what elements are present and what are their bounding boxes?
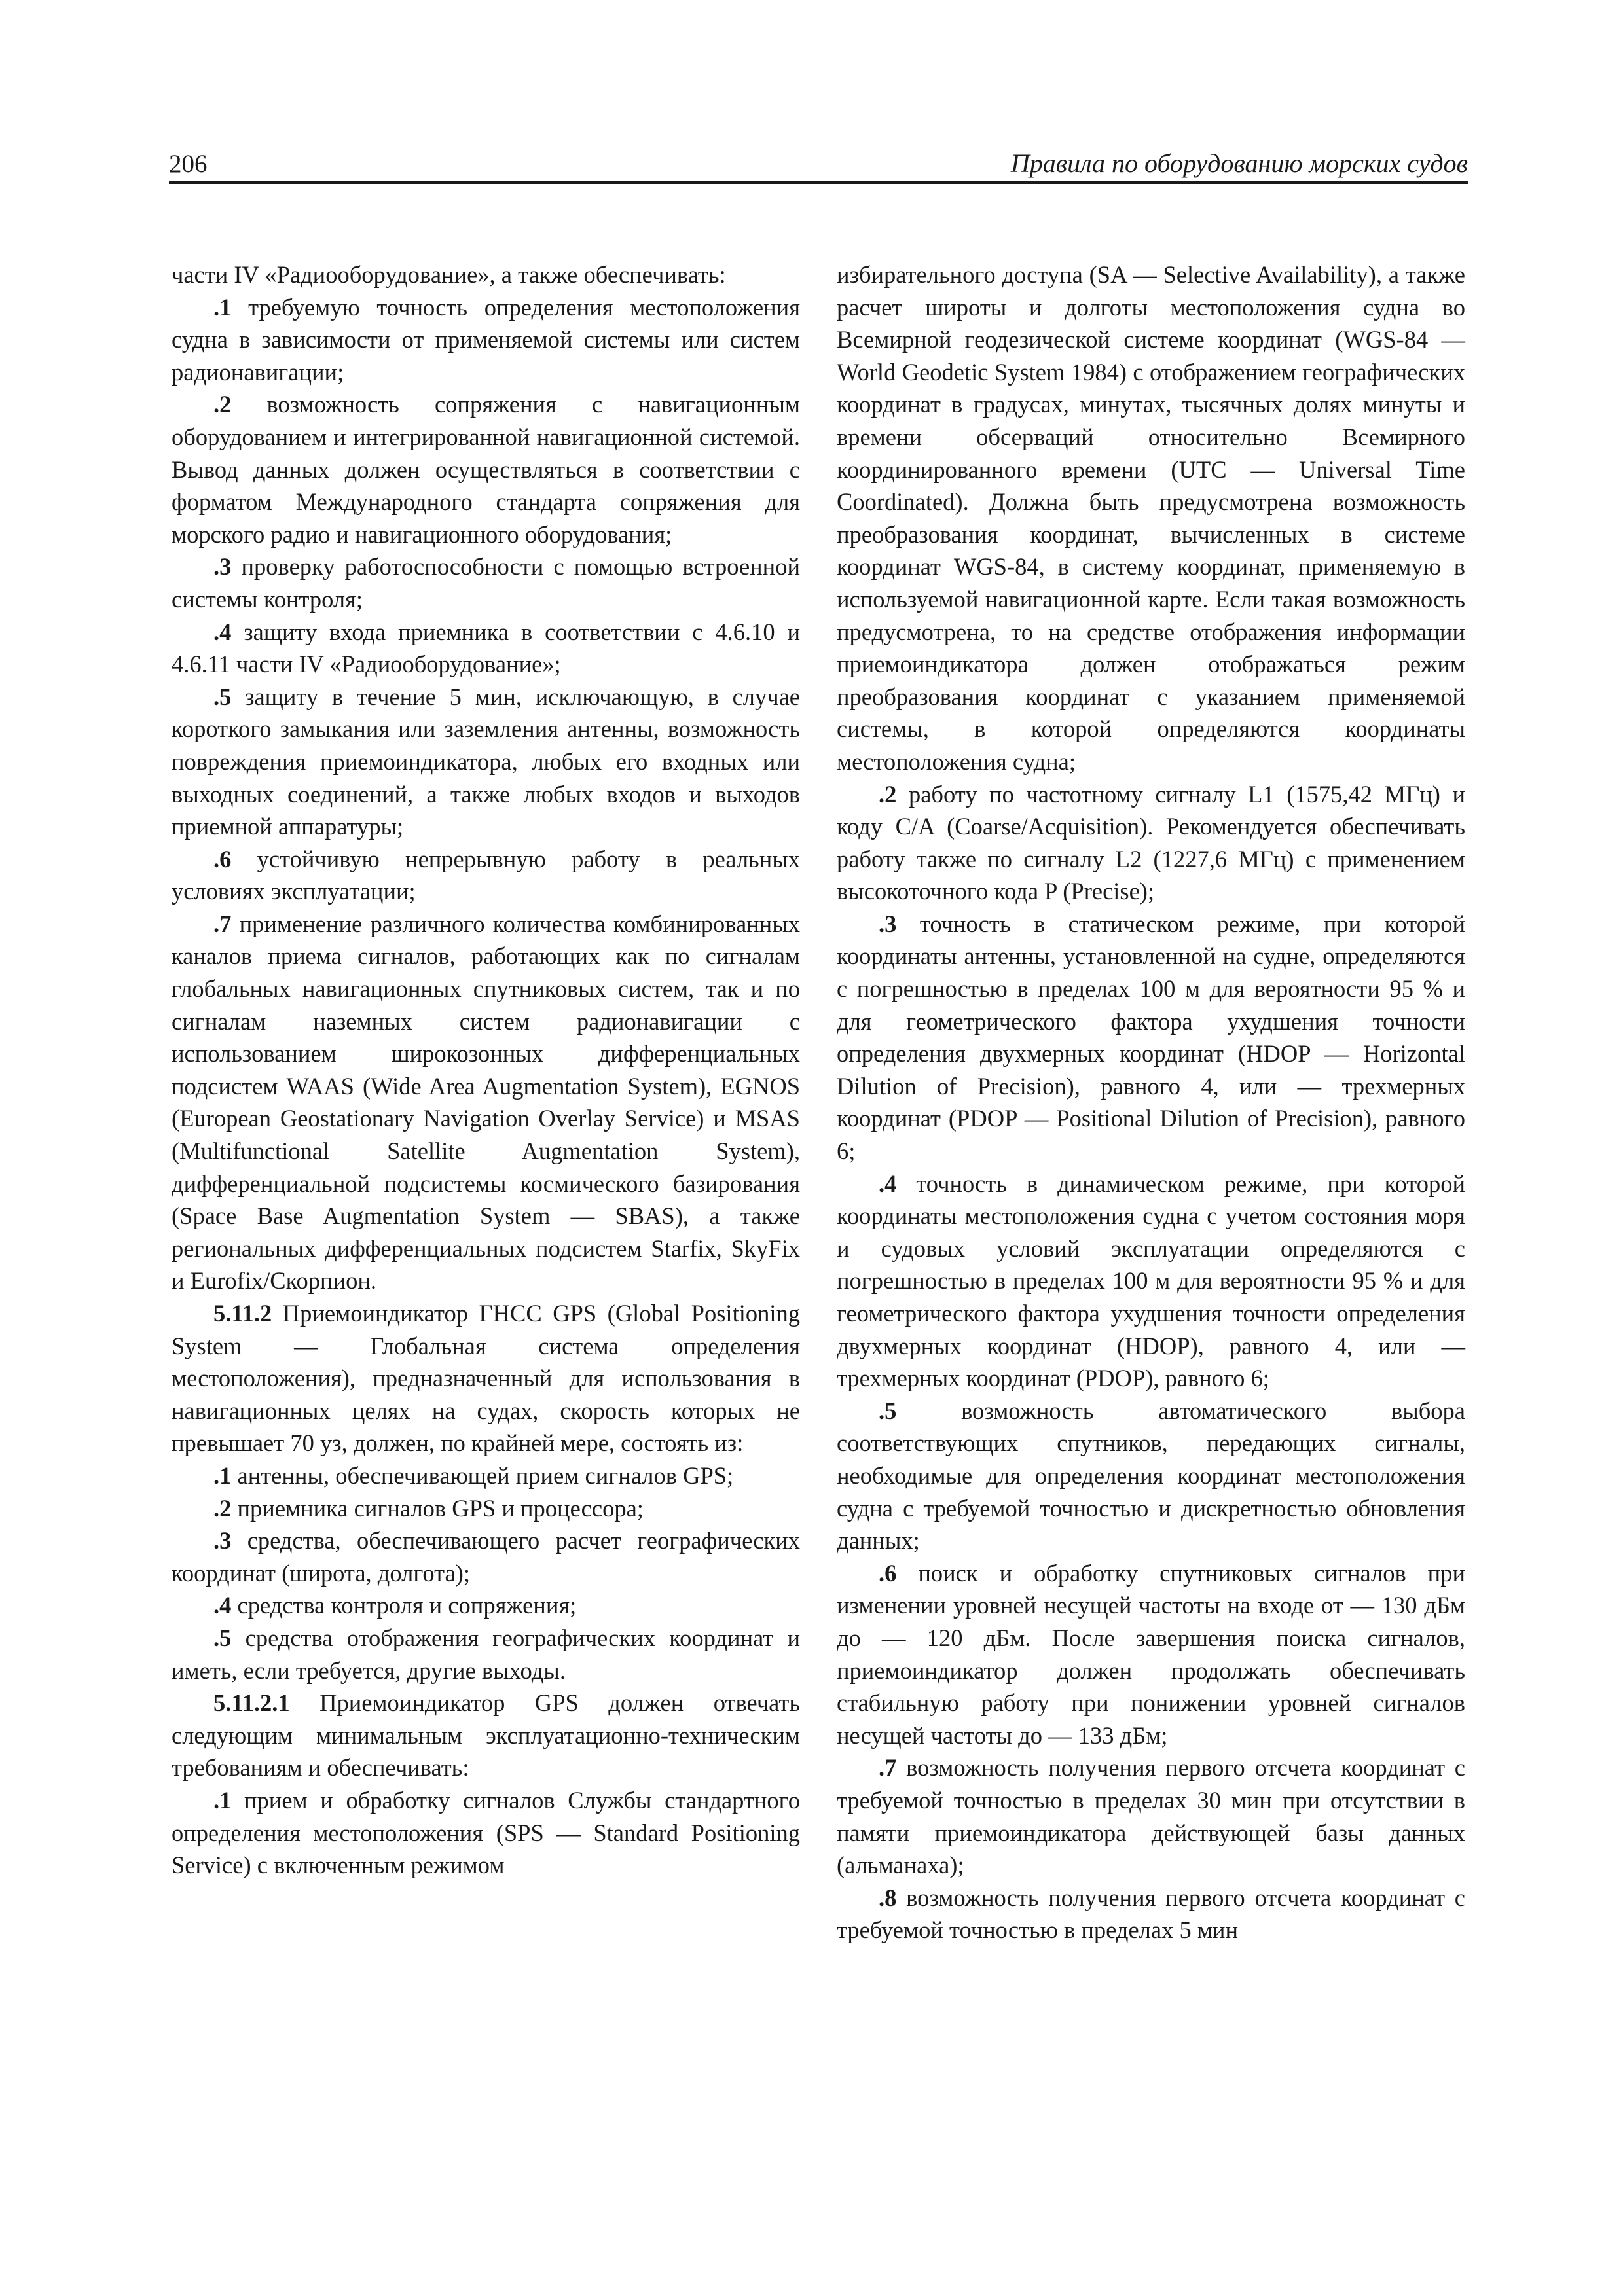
paragraph-text: точность в статическом режиме, при которой координаты антенны, установленной на судне, определяются с погрешностью в пределах 100 м для вероятности 95 % и для геометрического фактора ухудшения точности определения двухмерных координат (HDOP — Horizontal Dilution of Precision), равного 4, или — трехмерных координат (PDOP — Positional Dilution of Precision), равного 6;	[837, 910, 1465, 1165]
paragraph-text: возможность получения первого отсчета координат с требуемой точностью в пределах 30 мин при отсутствии в памяти приемоиндикатора действующей базы данных (альманаха);	[837, 1754, 1465, 1879]
paragraph-number: .4	[213, 1592, 232, 1619]
paragraph-number: .8	[879, 1884, 897, 1911]
paragraph-text: защиту в течение 5 мин, исключающую, в случае короткого замыкания или заземления антенны, возможность повреждения приемоиндикатора, любых его входных или выходных соединений, а также любых входов и выходов приемной аппаратуры;	[172, 683, 800, 840]
paragraph	[172, 1687, 800, 1784]
paragraph-number: .6	[879, 1559, 897, 1587]
paragraph-number: .2	[213, 1494, 232, 1522]
paragraph-text: точность в динамическом режиме, при которой координаты местоположения судна с учетом состояния моря и судовых условий эксплуатации определяются с погрешностью в пределах 100 м для вероятности 95 % и для геометрического фактора ухудшения точности определения двухмерных координат (HDOP), равного 4, или — трехмерных координат (PDOP), равного 6;	[837, 1170, 1465, 1392]
paragraph	[172, 908, 800, 1297]
paragraph	[172, 1524, 800, 1589]
paragraph	[837, 908, 1465, 1168]
paragraph-number: .1	[213, 1786, 232, 1814]
paragraph-text: возможность сопряжения с навигационным оборудованием и интегрированной навигационной системой. Вывод данных должен осуществляться в соответствии с форматом Международного стандарта сопряжения для морского радио и навигационного оборудования;	[172, 391, 800, 548]
paragraph	[172, 1784, 800, 1882]
paragraph-text: средства отображения географических координат и иметь, если требуется, другие выходы.	[172, 1624, 800, 1684]
paragraph	[172, 1492, 800, 1525]
paragraph	[172, 681, 800, 843]
paragraph-text: проверку работоспособности с помощью встроенной системы контроля;	[172, 553, 800, 613]
paragraph-number: .2	[879, 780, 897, 808]
paragraph-number: .7	[213, 910, 232, 937]
paragraph-number: 5.11.2.1	[213, 1689, 290, 1717]
paragraph	[172, 616, 800, 681]
paragraph-text: возможность автоматического выбора соответствующих спутников, передающих сигналы, необходимые для определения координат местоположения судна с требуемой точностью и дискретностью обновления данных;	[837, 1397, 1465, 1554]
paragraph	[837, 259, 1465, 778]
paragraph	[172, 291, 800, 389]
paragraph-text: применение различного количества комбинированных каналов приема сигналов, работающих как по сигналам глобальных навигационных спутниковых систем, так и по сигналам наземных систем радионавигации с использованием широкозонных дифференциальных подсистем WAAS (Wide Area Augmentation System), EGNOS (European Geostationary Navigation Overlay Service) и MSAS (Multifunctional Satellite Augmentation System), дифференциальной подсистемы космического базирования (Space Base Augmentation System — SBAS), а также региональных дифференциальных подсистем Starfix, SkyFix и Eurofix/Скорпион.	[172, 910, 800, 1295]
paragraph-number: .5	[213, 683, 232, 710]
paragraph-text: поиск и обработку спутниковых сигналов при изменении уровней несущей частоты на входе от — 130 дБм до — 120 дБм. После завершения поиска сигналов, приемоиндикатор должен продолжать обеспечивать стабильную работу при понижении уровней сигналов несущей частоты до — 133 дБм;	[837, 1559, 1465, 1749]
paragraph-text: работу по частотному сигналу L1 (1575,42 МГц) и коду C/A (Coarse/Acquisition). Рекомендуется обеспечивать работу также по сигналу L2 (1227,6 МГц) с применением высокоточного кода P (Precise);	[837, 780, 1465, 905]
paragraph-number: .2	[213, 391, 232, 418]
paragraph	[172, 259, 800, 291]
paragraph	[172, 1622, 800, 1687]
paragraph-text: части IV «Радиооборудование», а также обеспечивать:	[172, 261, 726, 288]
page-number: 206	[169, 150, 208, 178]
paragraph	[837, 1882, 1465, 1946]
paragraph-number: .1	[213, 1462, 232, 1489]
page-header	[169, 143, 1468, 184]
paragraph-text: устойчивую непрерывную работу в реальных условиях эксплуатации;	[172, 845, 800, 905]
paragraph-text: защиту входа приемника в соответствии с 4.6.10 и 4.6.11 части IV «Радиооборудование»;	[172, 618, 800, 678]
paragraph	[172, 843, 800, 908]
paragraph-number: .3	[213, 553, 232, 581]
paragraph-text: Приемоиндикатор ГНСС GPS (Global Positioning System — Глобальная система определения местоположения), предназначенный для использования в навигационных целях на судах, скорость которых не превышает 70 уз, должен, по крайней мере, состоять из:	[172, 1300, 800, 1457]
paragraph-number: .5	[879, 1397, 897, 1424]
paragraph-text: возможность получения первого отсчета координат с требуемой точностью в пределах 5 мин	[837, 1884, 1465, 1944]
paragraph-text: средства, обеспечивающего расчет географических координат (широта, долгота);	[172, 1527, 800, 1587]
paragraph	[837, 1557, 1465, 1752]
paragraph-number: .3	[213, 1527, 232, 1554]
paragraph-text: требуемую точность определения местоположения судна в зависимости от применяемой системы или систем радионавигации;	[172, 293, 800, 386]
paragraph-number: .5	[213, 1624, 232, 1651]
paragraph-text: антенны, обеспечивающей прием сигналов GPS;	[231, 1462, 734, 1489]
paragraph-number: .7	[879, 1754, 897, 1782]
paragraph-text: прием и обработку сигналов Службы стандартного определения местоположения (SPS — Standard Positioning Service) с включенным режимом	[172, 1786, 800, 1879]
paragraph-text: средства контроля и сопряжения;	[231, 1592, 577, 1619]
paragraph	[837, 1168, 1465, 1395]
paragraph	[837, 1395, 1465, 1557]
paragraph	[172, 1297, 800, 1460]
paragraph-number: .3	[879, 910, 897, 937]
paragraph	[837, 778, 1465, 908]
paragraph-text: избирательного доступа (SA — Selective Availability), а также расчет широты и долготы местоположения судна во Всемирной геодезической системе координат (WGS-84 — World Geodetic System 1984) с отображением географических координат в градусах, минутах, тысячных долях минуты и времени обсерваций относительно Всемирного координированного времени (UTC — Universal Time Coordinated). Должна быть предусмотрена возможность преобразования координат, вычисленных в системе координат WGS-84, в систему координат, применяемую в используемой навигационной карте. Если такая возможность предусмотрена, то на средстве отображения информации приемоиндикатора должен отображаться режим преобразования координат с указанием применяемой системы, в которой определяются координаты местоположения судна;	[837, 261, 1465, 775]
right-column	[837, 259, 1465, 1946]
paragraph	[172, 388, 800, 550]
running-title: Правила по оборудованию морских судов	[1010, 149, 1468, 178]
paragraph	[837, 1751, 1465, 1881]
paragraph-number: .6	[213, 845, 232, 872]
paragraph-number: 5.11.2	[213, 1300, 272, 1327]
paragraph-text: Приемоиндикатор GPS должен отвечать следующим минимальным эксплуатационно-техническим требованиям и обеспечивать:	[172, 1689, 800, 1782]
paragraph-number: .4	[879, 1170, 897, 1197]
paragraph-text: приемника сигналов GPS и процессора;	[231, 1494, 644, 1522]
paragraph-number: .4	[213, 618, 232, 645]
paragraph	[172, 1589, 800, 1622]
paragraph	[172, 1460, 800, 1492]
paragraph-number: .1	[213, 293, 232, 321]
paragraph	[172, 550, 800, 615]
left-column	[172, 259, 800, 1882]
